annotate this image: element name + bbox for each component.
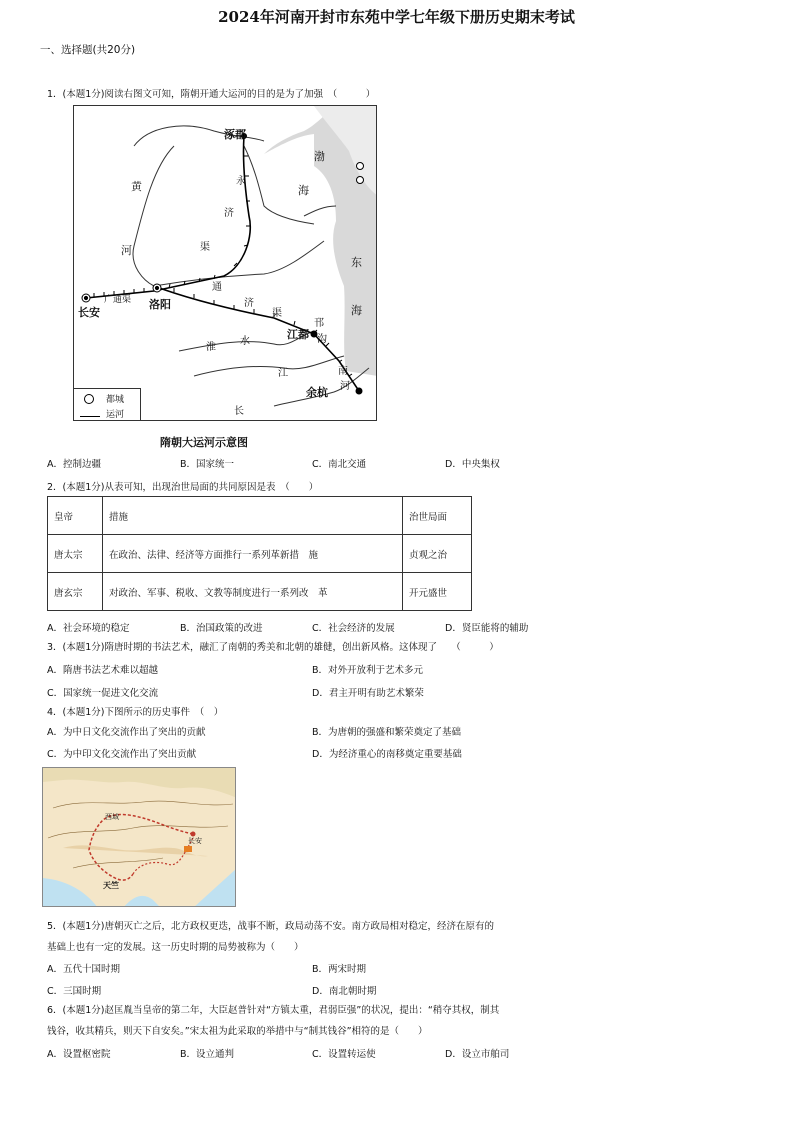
map-label-qu: 渠	[200, 242, 210, 253]
map-label-ji2: 济	[244, 298, 254, 309]
map-label-jiang: 江	[278, 368, 288, 379]
table-row	[48, 573, 472, 611]
q1-option-b[interactable]: B．国家统一	[180, 459, 235, 470]
q3-option-d[interactable]: D．君主开明有助艺术繁荣	[312, 688, 424, 699]
q3-option-a[interactable]: A．隋唐书法艺术难以超越	[47, 665, 158, 676]
map-label-hai2: 海	[351, 304, 362, 317]
table-cell: 在政治、法律、经济等方面推行一系列革新措 施	[103, 535, 403, 573]
map-label-hai: 海	[298, 184, 309, 197]
table-header-cell: 措施	[103, 497, 403, 535]
question-2-stem: 2．(本题1分)从表可知，出现治世局面的共同原因是表 （ ）	[47, 482, 319, 493]
question-5-stem-line2: 基础上也有一定的发展。这一历史时期的局势被称为（ ）	[47, 942, 304, 953]
q4-option-a[interactable]: A．为中日文化交流作出了突出的贡献	[47, 727, 206, 738]
q2-option-d[interactable]: D．贤臣能将的辅助	[445, 623, 529, 634]
question-6-stem-line2: 钱谷，收其精兵，则天下自安矣。”宋太祖为此采取的举措中与“制其钱谷”相符的是（ ）	[47, 1026, 428, 1037]
table-header-cell: 皇帝	[48, 497, 103, 535]
map-label-huang: 黄	[131, 180, 142, 193]
question-1-stem: 1．(本题1分)阅读右图文可知，隋朝开通大运河的目的是为了加强 （ ）	[47, 89, 376, 100]
page-title: 2024年河南开封市东苑中学七年级下册历史期末考试	[218, 8, 575, 26]
q2-option-c[interactable]: C．社会经济的发展	[312, 623, 395, 634]
q4-option-b[interactable]: B．为唐朝的强盛和繁荣奠定了基础	[312, 727, 462, 738]
q4-option-d[interactable]: D．为经济重心的南移奠定重要基础	[312, 749, 462, 760]
question-3-stem: 3．(本题1分)隋唐时期的书法艺术，融汇了南朝的秀美和北朝的雄健，创出新风格。这体现了 （ ）	[47, 642, 499, 653]
q2-option-a[interactable]: A．社会环境的稳定	[47, 623, 130, 634]
q6-option-a[interactable]: A．设置枢密院	[47, 1049, 111, 1060]
map-label-guangtong: 广通渠	[104, 295, 132, 305]
q1-option-a[interactable]: A．控制边疆	[47, 459, 101, 470]
map-label-dong: 东	[351, 256, 362, 269]
q2-option-b[interactable]: B．治国政策的改进	[180, 623, 263, 634]
map4-label-tianzhu: 天竺	[103, 881, 119, 890]
map-label-he: 河	[121, 244, 132, 257]
question-5-stem-line1: 5．(本题1分)唐朝灭亡之后，北方政权更迭，战事不断，政局动荡不安。南方政局相对稳定，经济在原有的	[47, 921, 495, 932]
table-cell: 对政治、军事、税收、文教等制度进行一系列改 革	[103, 573, 403, 611]
map-label-yong: 永	[236, 176, 246, 187]
map-label-ji: 济	[224, 208, 234, 219]
map-label-chang: 长	[234, 406, 244, 417]
question-6-stem-line1: 6．(本题1分)赵匡胤当皇帝的第二年，大臣赵普针对“方镇太重，君弱臣强”的状况，提出：“稍夺其权，制其	[47, 1005, 500, 1016]
map-label-chang-an: 长安	[78, 306, 100, 319]
capital-symbol-icon	[84, 394, 94, 404]
q5-option-b[interactable]: B．两宋时期	[312, 964, 367, 975]
q1-option-c[interactable]: C．南北交通	[312, 459, 367, 470]
map4-label-chang-an: 长安	[188, 837, 202, 845]
legend-capital: 都城	[106, 395, 125, 405]
q3-option-b[interactable]: B．对外开放利于艺术多元	[312, 665, 424, 676]
map-label-shui: 水	[240, 336, 250, 347]
map-label-qu2: 渠	[272, 308, 282, 319]
map4-label-xiyu: 西域	[105, 813, 119, 821]
table-cell: 贞观之治	[403, 535, 472, 573]
map-label-gou: 沟	[317, 334, 327, 345]
map-label-he2: 河	[340, 381, 350, 392]
map-label-luoyang: 洛阳	[149, 298, 171, 311]
map-label-yuhang: 余杭	[306, 386, 328, 399]
q3-option-c[interactable]: C．国家统一促进文化交流	[47, 688, 159, 699]
q4-option-c[interactable]: C．为中印文化交流作出了突出贡献	[47, 749, 197, 760]
section-heading: 一、选择题(共20分)	[40, 44, 136, 56]
q6-option-d[interactable]: D．设立市舶司	[445, 1049, 510, 1060]
q6-option-c[interactable]: C．设置转运使	[312, 1049, 376, 1060]
map-label-tong: 通	[212, 282, 222, 293]
map-label-nan: 南	[338, 366, 348, 377]
table-header-row	[48, 497, 472, 535]
table-cell: 唐玄宗	[48, 573, 103, 611]
q5-option-a[interactable]: A．五代十国时期	[47, 964, 120, 975]
table-cell: 唐太宗	[48, 535, 103, 573]
table-cell: 开元盛世	[403, 573, 472, 611]
canal-symbol-icon	[80, 413, 100, 417]
map-label-jiangdu: 江都	[287, 328, 309, 341]
measures-table	[47, 496, 472, 611]
map-label-bo: 渤	[314, 150, 325, 163]
xuanzang-route-map	[42, 767, 236, 907]
legend-canal: 运河	[106, 410, 125, 420]
map-label-huai: 淮	[206, 342, 216, 353]
table-header-cell: 治世局面	[403, 497, 472, 535]
sui-canal-map	[73, 105, 377, 421]
q5-option-c[interactable]: C．三国时期	[47, 986, 102, 997]
question-4-stem: 4．(本题1分)下图所示的历史事件 （ ）	[47, 707, 224, 718]
map-label-zhuojun: 涿郡	[224, 128, 246, 141]
map-caption: 隋朝大运河示意图	[160, 436, 248, 449]
map-label-han: 邗	[314, 318, 324, 329]
q6-option-b[interactable]: B．设立通判	[180, 1049, 235, 1060]
q1-option-d[interactable]: D．中央集权	[445, 459, 500, 470]
q5-option-d[interactable]: D．南北朝时期	[312, 986, 377, 997]
map-legend	[74, 388, 141, 421]
table-row	[48, 535, 472, 573]
